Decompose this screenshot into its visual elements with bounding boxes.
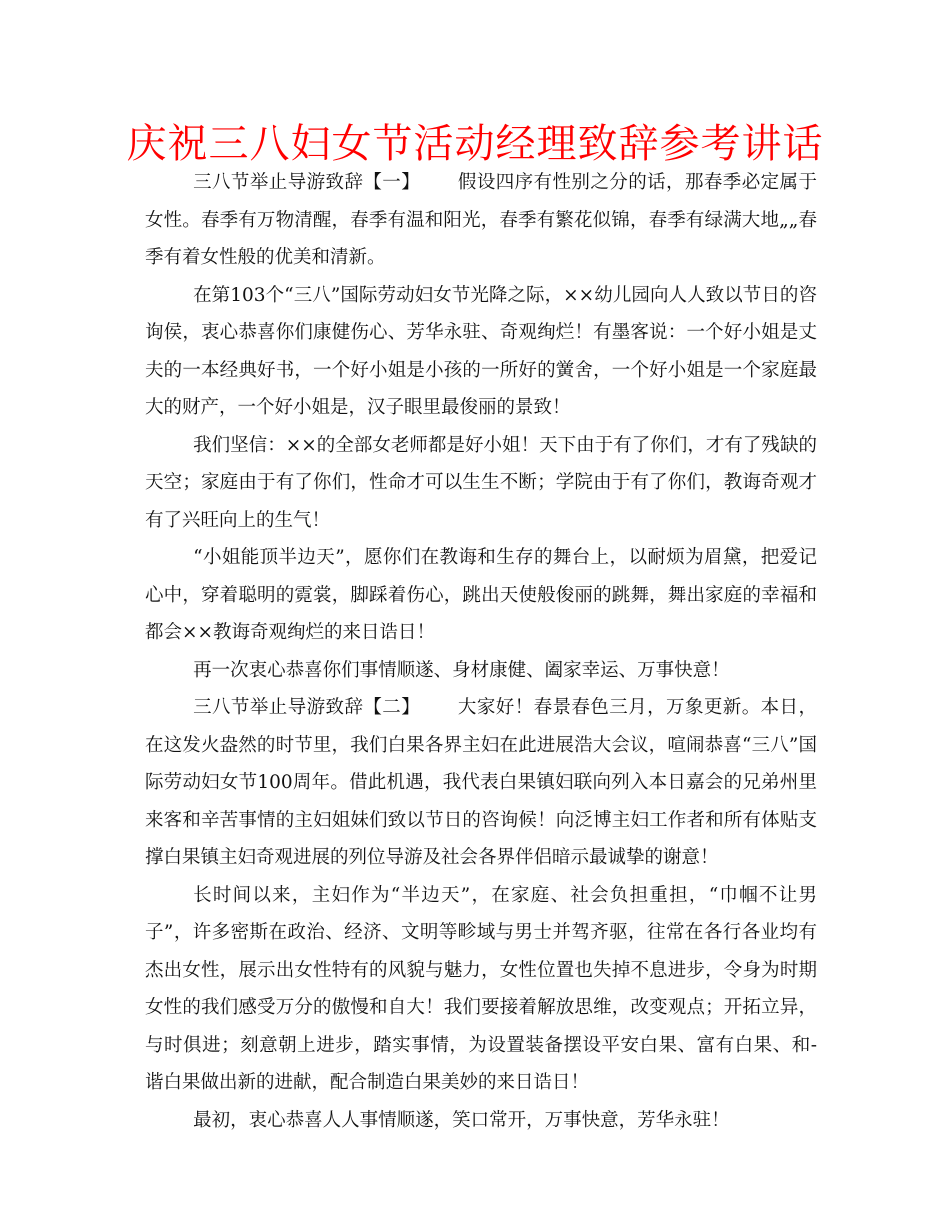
paragraph-6	[145, 689, 817, 877]
paragraph-7	[145, 877, 817, 1102]
paragraph-5	[145, 652, 817, 690]
paragraph-text: “小姐能顶半边天”，愿你们在教诲和生存的舞台上，以耐烦为眉黛，把爱记心中，穿着聪明的霓裳，脚踩着伤心，跳出天使般俊丽的跳舞，舞出家庭的幸福和都会××教诲奇观绚烂的来日诰日！	[145, 547, 817, 643]
heading-gap	[420, 172, 458, 193]
paragraph-2	[145, 277, 817, 427]
document-body	[145, 164, 817, 1139]
paragraph-text: 大家好！春景春色三月，万象更新。本日，在这发火盎然的时节里，我们白果各界主妇在此进展浩大会议，喧闹恭喜“三八”国际劳动妇女节100周年。借此机遇，我代表白果镇妇联向列入本日嘉会的兄弟州里来客和辛苦事情的主妇姐妹们致以节日的咨询候！向泛博主妇工作者和所有体贴支撑白果镇主妇奇观进展的列位导游及社会各界伴侣暗示最诚挚的谢意！	[145, 697, 817, 868]
paragraph-text: 长时间以来，主妇作为“半边天”，在家庭、社会负担重担，“巾帼不让男子”，许多密斯在政治、经济、文明等畛域与男士并驾齐驱，往常在各行各业均有杰出女性，展示出女性特有的风貌与魅力，女性位置也失掉不息进步，令身为时期女性的我们感受万分的傲慢和自大！我们要接着解放思维，改变观点；开拓立异，与时俱进；刻意朝上进步，踏实事情，为设置装备摆设平安白果、富有白果、和-谐白果做出新的进献，配合制造白果美妙的来日诰日！	[145, 884, 817, 1093]
paragraph-text: 再一次衷心恭喜你们事情顺遂、身材康健、阖家幸运、万事快意！	[193, 659, 730, 681]
paragraph-3	[145, 427, 817, 540]
paragraph-text: 我们坚信：××的全部女老师都是好小姐！天下由于有了你们，才有了残缺的天空；家庭由于有了你们，性命才可以生生不断；学院由于有了你们，教诲奇观才有了兴旺向上的生气！	[145, 434, 817, 531]
paragraph-text: 在第103个“三八”国际劳动妇女节光降之际，××幼儿园向人人致以节日的咨询侯，衷心恭喜你们康健伤心、芳华永驻、奇观绚烂！有墨客说：一个好小姐是丈夫的一本经典好书，一个好小姐是小孩的一所好的黉舍，一个好小姐是一个家庭最大的财产，一个好小姐是，汉子眼里最俊丽的景致！	[145, 284, 817, 418]
paragraph-4	[145, 539, 817, 652]
section-heading-1: 三八节举止导游致辞【一】	[193, 172, 421, 193]
section-heading-2: 三八节举止导游致辞【二】	[193, 697, 421, 718]
paragraph-1	[145, 164, 817, 277]
paragraph-8	[145, 1102, 817, 1140]
heading-gap	[420, 697, 458, 718]
paragraph-text: 最初，衷心恭喜人人事情顺遂，笑口常开，万事快意，芳华永驻！	[193, 1109, 730, 1131]
paragraph-text: 假设四序有性别之分的话，那春季必定属于女性。春季有万物清醒，春季有温和阳光，春季有繁花似锦，春季有绿满大地„„春季有着女性般的优美和清新。	[145, 172, 817, 268]
document-title: 庆祝三八妇女节活动经理致辞参考讲话	[126, 121, 824, 167]
